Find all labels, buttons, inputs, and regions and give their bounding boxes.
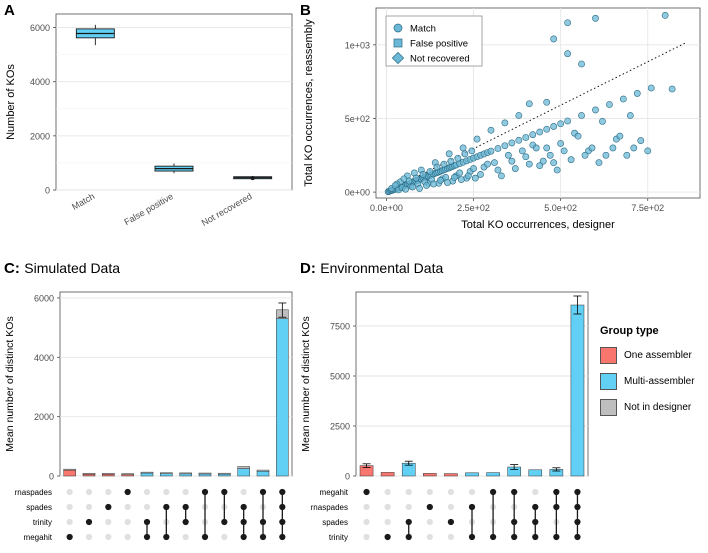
panel-c-title: Simulated Data [24,260,121,276]
panel-c-chart [0,278,300,553]
svg-text:5e+02: 5e+02 [344,113,370,124]
svg-text:megahit: megahit [319,488,348,497]
svg-text:Match: Match [70,191,97,212]
svg-text:0: 0 [44,185,50,196]
legend-item-label: Not in designer [624,402,692,413]
panel-b [296,0,708,258]
panel-d: D: Environmental Data 0 2500 5000 7500 megahit rnaspades spades trinity Mean number of distinct KOs [296,260,596,553]
legend-item-label: One assembler [624,350,692,361]
svg-text:rnaspades: rnaspades [14,488,52,497]
panel-c: C: Simulated Data 0 2000 4000 6000 rnaspades spades trinity megahit Mean number of distinct KOs [0,260,300,553]
svg-text:spades: spades [322,518,348,527]
group-type-legend [600,325,708,425]
svg-text:Mean number of distinct KOs: Mean number of distinct KOs [300,316,312,452]
svg-text:2000: 2000 [29,131,50,142]
svg-text:0e+00: 0e+00 [344,187,370,198]
svg-text:Number of KOs: Number of KOs [5,64,17,140]
svg-text:6000: 6000 [29,23,50,34]
legend-swatch [600,399,617,416]
svg-text:0: 0 [48,471,54,482]
legend-swatch [600,373,617,390]
svg-text:0: 0 [344,471,350,482]
legend-swatch [600,347,617,364]
svg-text:Not recovered: Not recovered [199,191,254,228]
svg-text:1e+03: 1e+03 [344,40,370,51]
svg-text:5000: 5000 [329,371,350,382]
svg-text:Total KO occurrences, reassemb: Total KO occurrences, reassembly [303,19,315,187]
svg-text:trinity: trinity [32,518,52,527]
svg-text:Total KO occurrences, designer: Total KO occurrences, designer [461,219,615,231]
svg-text:trinity: trinity [328,533,348,542]
svg-text:2500: 2500 [329,421,350,432]
svg-text:Match: Match [410,23,436,35]
svg-text:4000: 4000 [33,352,54,363]
panel-a-letter: A [4,2,15,19]
svg-text:spades: spades [26,503,52,512]
panel-c-letter: C [4,260,15,277]
panel-b-chart [296,0,708,258]
legend-item [600,373,708,390]
svg-text:7500: 7500 [329,321,350,332]
svg-text:0.0e+00: 0.0e+00 [370,203,403,213]
legend-item [600,399,708,416]
legend-item [600,347,708,364]
svg-text:False positive: False positive [410,38,469,50]
svg-text:Mean number of distinct KOs: Mean number of distinct KOs [4,316,16,452]
legend-item-label: Multi-assembler [624,376,695,387]
svg-text:4000: 4000 [29,77,50,88]
panel-a [0,0,300,250]
svg-text:2.5e+02: 2.5e+02 [457,203,490,213]
panel-b-letter: B [300,2,311,19]
panel-d-chart [296,278,596,553]
svg-text:megahit: megahit [23,533,52,542]
panel-d-letter: D [300,260,311,277]
svg-text:7.5e+02: 7.5e+02 [631,203,665,213]
panel-a-chart [0,0,300,250]
svg-text:False positive: False positive [122,191,175,228]
svg-text:rnaspades: rnaspades [310,503,348,512]
svg-text:5.0e+02: 5.0e+02 [544,203,578,213]
svg-text:2000: 2000 [33,412,54,423]
svg-text:6000: 6000 [33,293,54,304]
legend-title: Group type [600,325,659,337]
panel-d-title: Environmental Data [320,260,444,276]
svg-text:Not recovered: Not recovered [410,53,470,65]
